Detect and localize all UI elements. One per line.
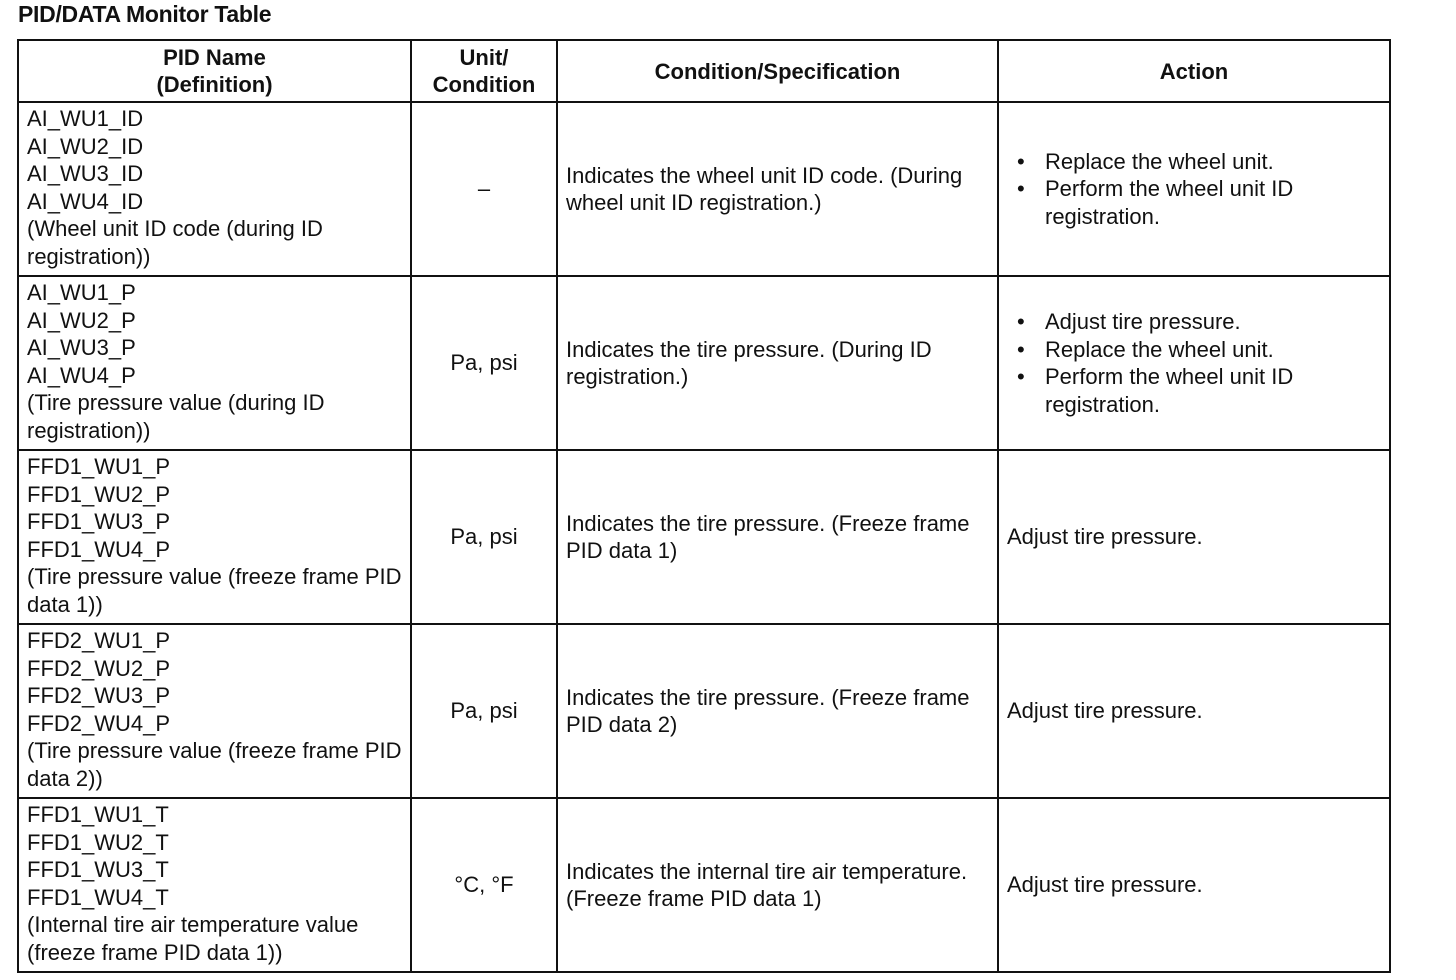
pid-definition: (Wheel unit ID code (during ID registration)) — [27, 216, 323, 269]
pid-name: FFD1_WU2_P — [27, 481, 171, 507]
pid-name: FFD2_WU3_P — [27, 683, 171, 708]
pid-name: FFD1_WU4_P — [27, 536, 171, 562]
pid-definition: (Internal tire air temperature value (freeze frame PID data 1)) — [27, 912, 359, 965]
pid-name: AI_WU4_P — [27, 362, 136, 388]
header-condition-specification: Condition/Specification — [557, 40, 998, 102]
header-unit — [411, 40, 557, 102]
header-unit-line1: Unit/ — [459, 45, 509, 70]
action-item: • Replace the wheel unit. — [1017, 148, 1274, 174]
header-unit-line2: Condition — [432, 72, 536, 97]
pid-name-cell — [18, 798, 411, 972]
pid-name: AI_WU1_ID — [27, 106, 144, 131]
spec-cell: Indicates the tire pressure. (During ID registration.) — [557, 276, 998, 450]
bullet-icon: • — [1017, 336, 1025, 362]
unit-cell: – — [411, 102, 557, 276]
pid-definition: (Tire pressure value (freeze frame PID data 1)) — [27, 564, 402, 617]
action-item: • Replace the wheel unit. — [1017, 336, 1274, 362]
action-cell: Adjust tire pressure. — [998, 450, 1390, 624]
spec-cell: Indicates the wheel unit ID code. (During wheel unit ID registration.) — [557, 102, 998, 276]
bullet-icon: • — [1017, 309, 1025, 334]
action-cell: Adjust tire pressure. — [998, 624, 1390, 798]
pid-name-cell — [18, 450, 411, 624]
pid-name-cell — [18, 624, 411, 798]
pid-definition: (Tire pressure value (freeze frame PID data 2)) — [27, 738, 402, 791]
action-item: • Adjust tire pressure. — [1017, 309, 1241, 334]
header-pid-name-line2: (Definition) — [156, 72, 273, 97]
bullet-icon: • — [1017, 364, 1025, 389]
action-cell — [998, 276, 1390, 450]
pid-name: FFD1_WU4_T — [27, 884, 169, 910]
unit-cell: Pa, psi — [411, 276, 557, 450]
pid-name: FFD1_WU1_T — [27, 802, 169, 827]
spec-cell: Indicates the tire pressure. (Freeze frame PID data 2) — [557, 624, 998, 798]
pid-name: FFD1_WU3_P — [27, 509, 171, 534]
pid-name: AI_WU2_ID — [27, 133, 144, 159]
bullet-icon: • — [1017, 148, 1025, 174]
pid-name: AI_WU4_ID — [27, 188, 144, 214]
table-row — [18, 450, 1390, 624]
pid-name: FFD2_WU1_P — [27, 628, 171, 653]
header-action: Action — [998, 40, 1390, 102]
bullet-icon: • — [1017, 176, 1025, 202]
table-header-row — [18, 40, 1390, 102]
unit-cell: °C, °F — [411, 798, 557, 972]
pid-name: AI_WU2_P — [27, 307, 136, 333]
action-list — [1007, 308, 1383, 418]
pid-name-cell — [18, 102, 411, 276]
action-list — [1007, 148, 1383, 231]
pid-name-cell — [18, 276, 411, 450]
pid-data-monitor-table — [17, 39, 1391, 973]
header-pid-name — [18, 40, 411, 102]
table-row — [18, 798, 1390, 972]
spec-cell: Indicates the internal tire air temperature. (Freeze frame PID data 1) — [557, 798, 998, 972]
action-item: • Perform the wheel unit ID registration. — [1017, 176, 1294, 229]
action-cell — [998, 102, 1390, 276]
pid-name: FFD2_WU4_P — [27, 710, 171, 736]
pid-name: FFD2_WU2_P — [27, 655, 171, 681]
action-cell: Adjust tire pressure. — [998, 798, 1390, 972]
spec-cell: Indicates the tire pressure. (Freeze frame PID data 1) — [557, 450, 998, 624]
page-title: PID/DATA Monitor Table — [18, 1, 272, 27]
pid-name: AI_WU3_ID — [27, 161, 144, 186]
action-item: • Perform the wheel unit ID registration. — [1017, 364, 1294, 417]
unit-cell: Pa, psi — [411, 624, 557, 798]
table-row — [18, 624, 1390, 798]
pid-name: FFD1_WU2_T — [27, 829, 169, 855]
pid-definition: (Tire pressure value (during ID registration)) — [27, 390, 325, 443]
table-row — [18, 102, 1390, 276]
pid-name: AI_WU1_P — [27, 280, 136, 305]
pid-name: FFD1_WU1_P — [27, 454, 171, 479]
table-row — [18, 276, 1390, 450]
header-pid-name-line1: PID Name — [163, 45, 266, 70]
pid-name: FFD1_WU3_T — [27, 857, 169, 882]
unit-cell: Pa, psi — [411, 450, 557, 624]
pid-name: AI_WU3_P — [27, 335, 136, 360]
